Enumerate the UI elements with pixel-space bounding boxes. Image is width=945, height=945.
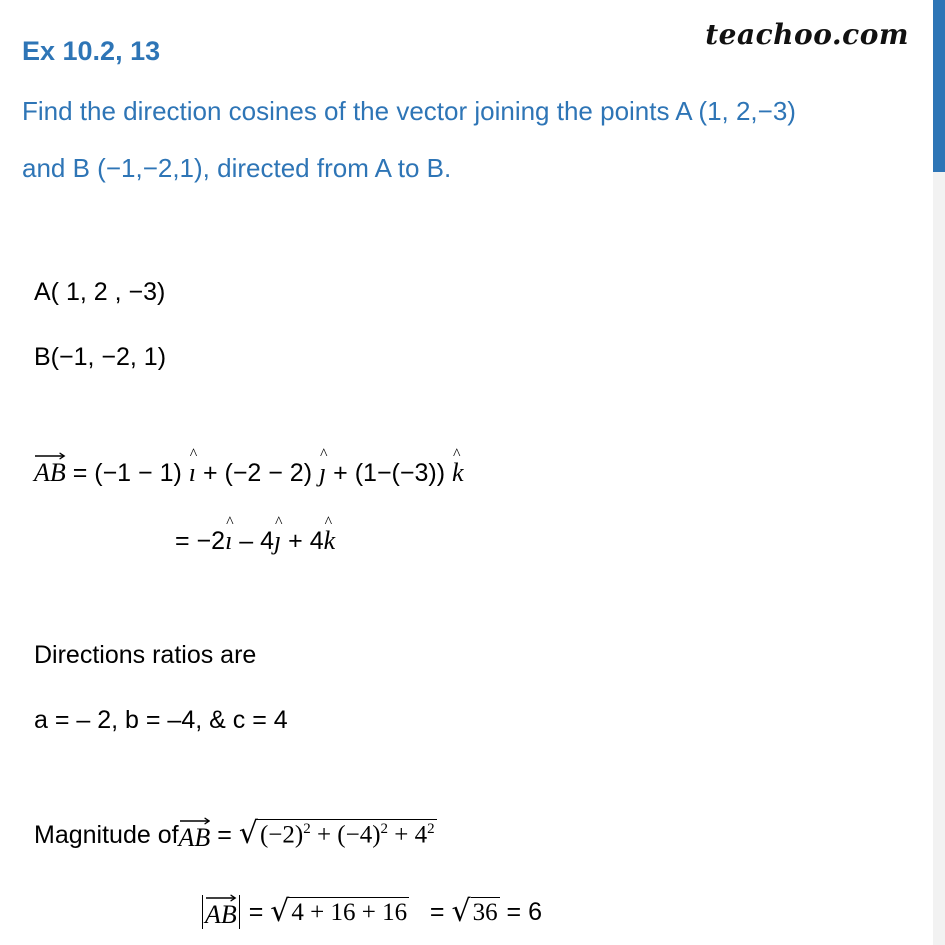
radicand-term-1: (−2): [259, 821, 304, 849]
radicand-36: 36: [472, 898, 498, 926]
scrollbar[interactable]: [933, 0, 945, 945]
sqrt-expression: [270, 893, 409, 929]
modulus-bar-left: [202, 895, 203, 929]
magnitude-equals: =: [210, 820, 239, 849]
unit-i-hat: ^ ı: [225, 526, 232, 556]
modulus-equals: =: [241, 897, 271, 926]
vector-ab-name: AB: [205, 900, 237, 929]
ratios-values: a = – 2, b = –4, & c = 4: [34, 706, 288, 734]
eq2-part1: = −2: [175, 527, 226, 555]
eq2-part2: – 4: [232, 527, 274, 555]
magnitude-label: Magnitude of: [34, 820, 179, 849]
question-line-1: Find the direction cosines of the vector joining the points A (1, 2,−3): [22, 96, 796, 126]
scrollbar-thumb[interactable]: [933, 0, 945, 172]
modulus-equals-2: =: [409, 897, 452, 926]
modulus-bar-right: [239, 895, 240, 929]
point-a: A( 1, 2 , −3): [34, 278, 166, 306]
point-b: B(−1, −2, 1): [34, 343, 167, 371]
vector-arrow-icon: [180, 817, 211, 825]
sqrt-icon: √: [451, 893, 471, 929]
exponent: 2: [303, 821, 311, 838]
exercise-title: Ex 10.2, 13: [22, 36, 161, 66]
radicand-term-2: + (−4): [310, 821, 381, 849]
vector-equation-1: [34, 452, 464, 488]
magnitude-line: [34, 817, 437, 853]
vector-ab: [34, 452, 66, 488]
modulus-line: [200, 894, 542, 930]
radicand-sum: 4 + 16 + 16: [291, 898, 408, 926]
unit-k-hat: ^ k: [324, 526, 336, 556]
unit-j-hat: ^ ȷ: [274, 526, 281, 556]
sqrt-icon: √: [270, 893, 290, 929]
exponent: 2: [380, 821, 389, 838]
vector-ab: [205, 894, 237, 930]
eq1-part3: + (1−(−3)): [326, 459, 452, 487]
vector-ab-name: AB: [34, 458, 66, 487]
eq2-part3: + 4: [281, 527, 324, 555]
eq1-part2: + (−2 − 2): [196, 459, 319, 487]
unit-j-hat: ^ ȷ: [319, 458, 326, 488]
modulus-result: = 6: [499, 897, 543, 926]
unit-i-hat: ^ ı: [189, 458, 196, 488]
exponent: 2: [427, 821, 435, 838]
eq1-part1: = (−1 − 1): [65, 459, 189, 487]
vector-ab: [179, 817, 211, 853]
vector-ab-name: AB: [178, 823, 211, 852]
ratios-heading: Directions ratios are: [34, 641, 257, 669]
question-line-2: and B (−1,−2,1), directed from A to B.: [22, 153, 452, 183]
teachoo-logo: teachoo.com: [705, 18, 909, 51]
radicand-term-3: + 4: [388, 821, 428, 849]
vector-equation-2: [175, 526, 335, 556]
vector-arrow-icon: [206, 894, 237, 902]
sqrt-expression: [238, 816, 437, 852]
sqrt-expression: [451, 893, 499, 929]
sqrt-icon: √: [238, 816, 258, 852]
vector-arrow-icon: [35, 452, 66, 460]
unit-k-hat: ^ k: [452, 458, 464, 488]
